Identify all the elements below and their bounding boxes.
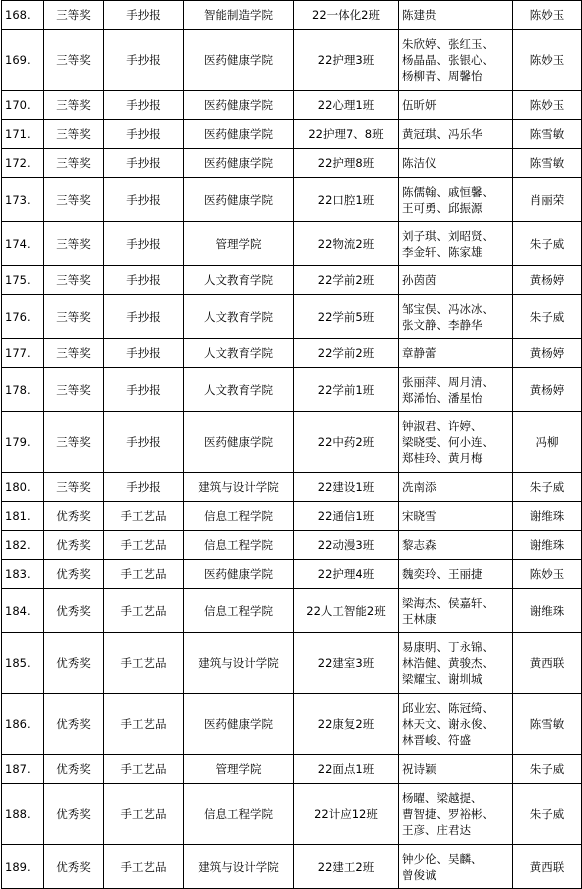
class-name: 22通信1班: [294, 502, 399, 531]
class-name: 22面点1班: [294, 755, 399, 784]
teacher-name: 黄杨婷: [513, 339, 582, 368]
college-name: 人文教育学院: [184, 295, 294, 339]
entry-category: 手工艺品: [104, 531, 184, 560]
student-names-line: 陈儒翰、戚恒馨、: [402, 184, 494, 199]
entry-category: 手抄报: [104, 339, 184, 368]
award-level: 三等奖: [44, 295, 104, 339]
table-row: [2, 473, 582, 502]
student-names-line: 魏奕玲、王丽捷: [402, 567, 483, 581]
teacher-name: 谢维珠: [513, 589, 582, 633]
row-number: 173.: [2, 178, 44, 222]
row-number: 186.: [2, 694, 44, 755]
entry-category: 手抄报: [104, 368, 184, 412]
college-name: 信息工程学院: [184, 502, 294, 531]
teacher-name: 朱子威: [513, 755, 582, 784]
teacher-name: 黄西联: [513, 633, 582, 694]
award-level: 三等奖: [44, 91, 104, 120]
row-number: 175.: [2, 266, 44, 295]
table-row: [2, 91, 582, 120]
class-name: 22中药2班: [294, 412, 399, 473]
table-row: [2, 845, 582, 889]
entry-category: 手抄报: [104, 30, 184, 91]
class-name: 22口腔1班: [294, 178, 399, 222]
class-name: 22计应12班: [294, 784, 399, 845]
student-names-line: 朱欣婷、张红玉、: [402, 37, 494, 51]
student-names: [399, 845, 513, 889]
table-row: [2, 502, 582, 531]
college-name: 医药健康学院: [184, 120, 294, 149]
row-number: 178.: [2, 368, 44, 412]
award-level: 三等奖: [44, 222, 104, 266]
row-number: 174.: [2, 222, 44, 266]
college-name: 人文教育学院: [184, 266, 294, 295]
entry-category: 手抄报: [104, 120, 184, 149]
college-name: 管理学院: [184, 222, 294, 266]
class-name: 22建工2班: [294, 845, 399, 889]
college-name: 医药健康学院: [184, 30, 294, 91]
student-names-line: 邹宝俣、冯冰冰、: [402, 301, 494, 316]
student-names-line: 曾俊诚: [402, 867, 437, 882]
award-level: 优秀奖: [44, 531, 104, 560]
award-level: 优秀奖: [44, 784, 104, 845]
student-names: [399, 412, 513, 473]
college-name: 人文教育学院: [184, 368, 294, 412]
award-level: 三等奖: [44, 368, 104, 412]
student-names-line: 陈建贵: [402, 8, 437, 22]
class-name: 22护理8班: [294, 149, 399, 178]
student-names: [399, 560, 513, 589]
table-row: [2, 1, 582, 30]
student-names-line: 杨柳青、周馨怡: [402, 69, 483, 83]
award-level: 三等奖: [44, 473, 104, 502]
award-level: 优秀奖: [44, 633, 104, 694]
row-number: 185.: [2, 633, 44, 694]
teacher-name: 肖丽荣: [513, 178, 582, 222]
award-level: 优秀奖: [44, 694, 104, 755]
class-name: 22康复2班: [294, 694, 399, 755]
entry-category: 手工艺品: [104, 845, 184, 889]
student-names-line: 易康明、丁永锦、: [402, 640, 494, 654]
table-row: [2, 222, 582, 266]
class-name: 22人工智能2班: [294, 589, 399, 633]
class-name: 22学前5班: [294, 295, 399, 339]
student-names-line: 王彦、庄君达: [402, 823, 471, 837]
row-number: 168.: [2, 1, 44, 30]
student-names: [399, 295, 513, 339]
row-number: 179.: [2, 412, 44, 473]
entry-category: 手工艺品: [104, 633, 184, 694]
teacher-name: 朱子威: [513, 222, 582, 266]
teacher-name: 黄杨婷: [513, 266, 582, 295]
entry-category: 手抄报: [104, 473, 184, 502]
student-names-line: 曹智捷、罗裕彬、: [402, 807, 494, 821]
college-name: 医药健康学院: [184, 694, 294, 755]
teacher-name: 陈妙玉: [513, 1, 582, 30]
student-names-line: 杨曜、梁越提、: [402, 791, 483, 805]
award-level: 优秀奖: [44, 502, 104, 531]
row-number: 182.: [2, 531, 44, 560]
student-names: [399, 368, 513, 412]
class-name: 22物流2班: [294, 222, 399, 266]
student-names-line: 林晋峻、符盛: [402, 733, 471, 747]
student-names-line: 祝诗颖: [402, 762, 437, 776]
entry-category: 手抄报: [104, 412, 184, 473]
table-row: [2, 531, 582, 560]
college-name: 智能制造学院: [184, 1, 294, 30]
student-names-line: 李金轩、陈家雄: [402, 244, 483, 259]
entry-category: 手抄报: [104, 266, 184, 295]
student-names-line: 梁海杰、侯嘉轩、: [402, 595, 494, 610]
student-names-line: 张文静、李静华: [402, 317, 483, 332]
teacher-name: 谢维珠: [513, 502, 582, 531]
table-row: [2, 149, 582, 178]
student-names-line: 黎志森: [402, 538, 437, 552]
student-names: [399, 531, 513, 560]
award-level: 三等奖: [44, 266, 104, 295]
entry-category: 手抄报: [104, 1, 184, 30]
table-row: [2, 30, 582, 91]
table-row: [2, 784, 582, 845]
class-name: 22护理3班: [294, 30, 399, 91]
entry-category: 手工艺品: [104, 755, 184, 784]
class-name: 22建设1班: [294, 473, 399, 502]
class-name: 22动漫3班: [294, 531, 399, 560]
teacher-name: 陈妙玉: [513, 91, 582, 120]
class-name: 22建室3班: [294, 633, 399, 694]
award-level: 优秀奖: [44, 755, 104, 784]
student-names-line: 梁耀宝、谢圳城: [402, 672, 483, 686]
class-name: 22学前1班: [294, 368, 399, 412]
teacher-name: 黄杨婷: [513, 368, 582, 412]
table-row: [2, 120, 582, 149]
student-names: [399, 266, 513, 295]
student-names-line: 冼南添: [402, 480, 437, 494]
award-level: 三等奖: [44, 412, 104, 473]
row-number: 171.: [2, 120, 44, 149]
class-name: 22学前2班: [294, 266, 399, 295]
student-names: [399, 222, 513, 266]
entry-category: 手抄报: [104, 178, 184, 222]
entry-category: 手抄报: [104, 295, 184, 339]
award-level: 三等奖: [44, 339, 104, 368]
student-names-line: 郑浠怡、潘星怡: [402, 390, 483, 405]
award-level: 三等奖: [44, 30, 104, 91]
entry-category: 手抄报: [104, 222, 184, 266]
student-names-line: 章静蕾: [402, 346, 437, 360]
student-names: [399, 91, 513, 120]
college-name: 建筑与设计学院: [184, 845, 294, 889]
row-number: 172.: [2, 149, 44, 178]
student-names-line: 陈洁仪: [402, 156, 437, 170]
table-row: [2, 178, 582, 222]
teacher-name: 陈雪敏: [513, 149, 582, 178]
student-names: [399, 120, 513, 149]
entry-category: 手工艺品: [104, 784, 184, 845]
college-name: 信息工程学院: [184, 784, 294, 845]
student-names-line: 孙茵茵: [402, 273, 437, 287]
table-row: [2, 694, 582, 755]
row-number: 181.: [2, 502, 44, 531]
award-table-body: [2, 1, 582, 889]
teacher-name: 谢维珠: [513, 531, 582, 560]
student-names: [399, 1, 513, 30]
student-names-line: 刘子琪、刘昭贤、: [402, 228, 494, 243]
student-names: [399, 784, 513, 845]
student-names-line: 黄冠琪、冯乐华: [402, 127, 483, 141]
college-name: 医药健康学院: [184, 178, 294, 222]
student-names-line: 张丽萍、周月清、: [402, 374, 494, 389]
entry-category: 手工艺品: [104, 589, 184, 633]
table-row: [2, 339, 582, 368]
row-number: 183.: [2, 560, 44, 589]
student-names: [399, 502, 513, 531]
student-names-line: 钟少伦、吴麟、: [402, 851, 483, 866]
row-number: 184.: [2, 589, 44, 633]
teacher-name: 陈妙玉: [513, 30, 582, 91]
table-row: [2, 755, 582, 784]
row-number: 189.: [2, 845, 44, 889]
table-row: [2, 368, 582, 412]
student-names: [399, 633, 513, 694]
college-name: 管理学院: [184, 755, 294, 784]
student-names: [399, 339, 513, 368]
award-level: 优秀奖: [44, 560, 104, 589]
class-name: 22护理4班: [294, 560, 399, 589]
student-names: [399, 694, 513, 755]
college-name: 信息工程学院: [184, 531, 294, 560]
college-name: 信息工程学院: [184, 589, 294, 633]
student-names-line: 宋晓雪: [402, 509, 437, 523]
row-number: 177.: [2, 339, 44, 368]
college-name: 人文教育学院: [184, 339, 294, 368]
row-number: 188.: [2, 784, 44, 845]
table-row: [2, 589, 582, 633]
student-names-line: 邱业宏、陈冠绮、: [402, 701, 494, 715]
award-level: 三等奖: [44, 149, 104, 178]
teacher-name: 黄西联: [513, 845, 582, 889]
class-name: 22学前2班: [294, 339, 399, 368]
row-number: 170.: [2, 91, 44, 120]
row-number: 187.: [2, 755, 44, 784]
row-number: 180.: [2, 473, 44, 502]
class-name: 22一体化2班: [294, 1, 399, 30]
award-level: 三等奖: [44, 120, 104, 149]
college-name: 建筑与设计学院: [184, 473, 294, 502]
entry-category: 手抄报: [104, 149, 184, 178]
table-row: [2, 633, 582, 694]
teacher-name: 陈雪敏: [513, 694, 582, 755]
student-names-line: 林浩健、黄骏杰、: [402, 656, 494, 670]
student-names: [399, 178, 513, 222]
student-names: [399, 755, 513, 784]
entry-category: 手工艺品: [104, 694, 184, 755]
table-row: [2, 560, 582, 589]
student-names-line: 林天文、谢永俊、: [402, 717, 494, 731]
college-name: 医药健康学院: [184, 149, 294, 178]
teacher-name: 朱子威: [513, 784, 582, 845]
student-names: [399, 30, 513, 91]
entry-category: 手工艺品: [104, 560, 184, 589]
award-table: [1, 0, 582, 889]
student-names-line: 杨晶晶、张银心、: [402, 53, 494, 67]
student-names-line: 钟淑君、许婷、: [402, 419, 483, 433]
student-names-line: 郑桂玲、黄月梅: [402, 451, 483, 465]
award-level: 优秀奖: [44, 589, 104, 633]
teacher-name: 朱子威: [513, 473, 582, 502]
student-names: [399, 473, 513, 502]
award-level: 三等奖: [44, 178, 104, 222]
class-name: 22护理7、8班: [294, 120, 399, 149]
table-row: [2, 295, 582, 339]
student-names-line: 伍昕妍: [402, 98, 437, 112]
student-names: [399, 589, 513, 633]
student-names-line: 梁晓雯、何小连、: [402, 435, 494, 449]
teacher-name: 陈妙玉: [513, 560, 582, 589]
teacher-name: 陈雪敏: [513, 120, 582, 149]
table-row: [2, 266, 582, 295]
student-names: [399, 149, 513, 178]
entry-category: 手工艺品: [104, 502, 184, 531]
student-names-line: 王可勇、邱振源: [402, 200, 483, 215]
college-name: 医药健康学院: [184, 412, 294, 473]
table-row: [2, 412, 582, 473]
teacher-name: 朱子威: [513, 295, 582, 339]
teacher-name: 冯柳: [513, 412, 582, 473]
college-name: 医药健康学院: [184, 91, 294, 120]
entry-category: 手抄报: [104, 91, 184, 120]
row-number: 169.: [2, 30, 44, 91]
class-name: 22心理1班: [294, 91, 399, 120]
award-level: 三等奖: [44, 1, 104, 30]
college-name: 建筑与设计学院: [184, 633, 294, 694]
student-names-line: 王林康: [402, 611, 437, 626]
row-number: 176.: [2, 295, 44, 339]
college-name: 医药健康学院: [184, 560, 294, 589]
award-level: 优秀奖: [44, 845, 104, 889]
